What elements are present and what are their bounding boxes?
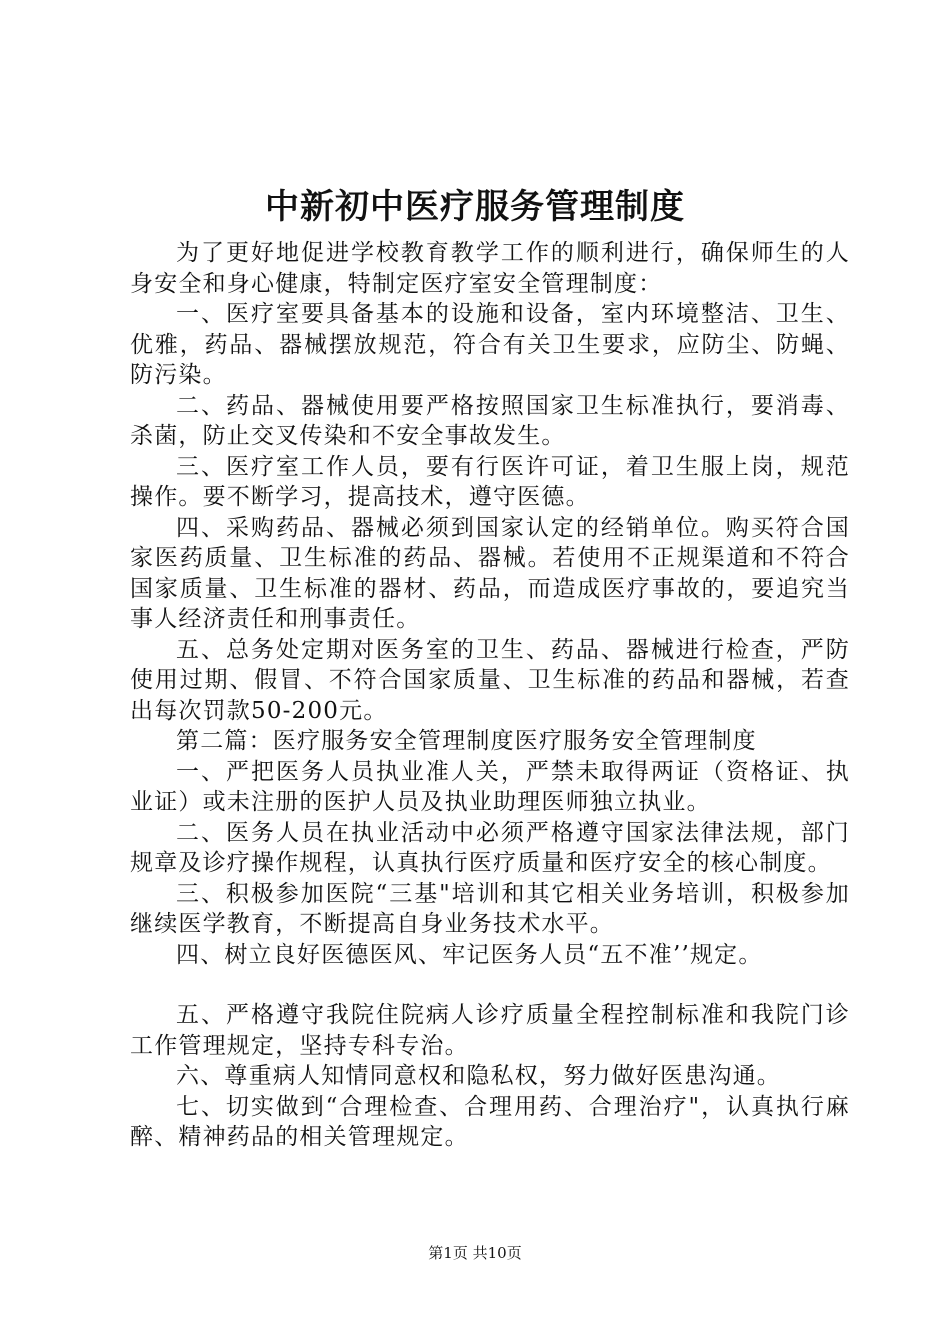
document-body [130, 238, 850, 1153]
paragraph-section2-rule-1: 一、严把医务人员执业准人关，严禁未取得两证（资格证、执业证）或未注册的医护人员及执业助理医师独立执业。 [130, 758, 850, 815]
document-title: 中新初中医疗服务管理制度 [265, 187, 685, 227]
page-number-footer: 第1页 共10页 [428, 1244, 522, 1262]
paragraph-section2-rule-6: 六、尊重病人知情同意权和隐私权，努力做好医患沟通。 [176, 1063, 781, 1089]
paragraph-section2-rule-5: 五、严格遵守我院住院病人诊疗质量全程控制标准和我院门诊工作管理规定，坚持专科专治。 [130, 1002, 850, 1059]
paragraph-rule-2: 二、药品、器械使用要严格按照国家卫生标准执行，要消毒、杀菌，防止交叉传染和不安全事故发生。 [130, 392, 850, 449]
paragraph-rule-4: 四、采购药品、器械必须到国家认定的经销单位。购买符合国家医药质量、卫生标准的药品、器械。若使用不正规渠道和不符合国家质量、卫生标准的器材、药品，而造成医疗事故的，要追究当事人经济责任和刑事责任。 [130, 514, 850, 632]
paragraph-section2-rule-3: 三、积极参加医院“三基"培训和其它相关业务培训，积极参加继续医学教育，不断提高自身业务技术水平。 [130, 880, 850, 937]
paragraph-intro: 为了更好地促进学校教育教学工作的顺利进行，确保师生的人身安全和身心健康，特制定医疗室安全管理制度： [130, 240, 850, 297]
paragraph-section2-rule-4: 四、树立良好医德医风、牢记医务人员“五不准’’规定。 [176, 941, 763, 968]
section-heading: 第二篇：医疗服务安全管理制度医疗服务安全管理制度 [176, 728, 757, 754]
paragraph-section2-rule-2: 二、医务人员在执业活动中必须严格遵守国家法律法规，部门规章及诊疗操作规程，认真执行医疗质量和医疗安全的核心制度。 [130, 819, 850, 876]
paragraph-rule-1: 一、医疗室要具备基本的设施和设备，室内环境整洁、卫生、优雅，药品、器械摆放规范，符合有关卫生要求，应防尘、防蝇、防污染。 [130, 301, 850, 388]
paragraph-section2-rule-7: 七、切实做到“合理检查、合理用药、合理治疗"，认真执行麻醉、精神药品的相关管理规定。 [130, 1093, 850, 1150]
paragraph-rule-5: 五、总务处定期对医务室的卫生、药品、器械进行检查，严防使用过期、假冒、不符合国家质量、卫生标准的药品和器械，若查出每次罚款50-200元。 [130, 636, 850, 724]
paragraph-rule-3: 三、医疗室工作人员，要有行医许可证，着卫生服上岗，规范操作。要不断学习，提高技术，遵守医德。 [130, 453, 850, 510]
